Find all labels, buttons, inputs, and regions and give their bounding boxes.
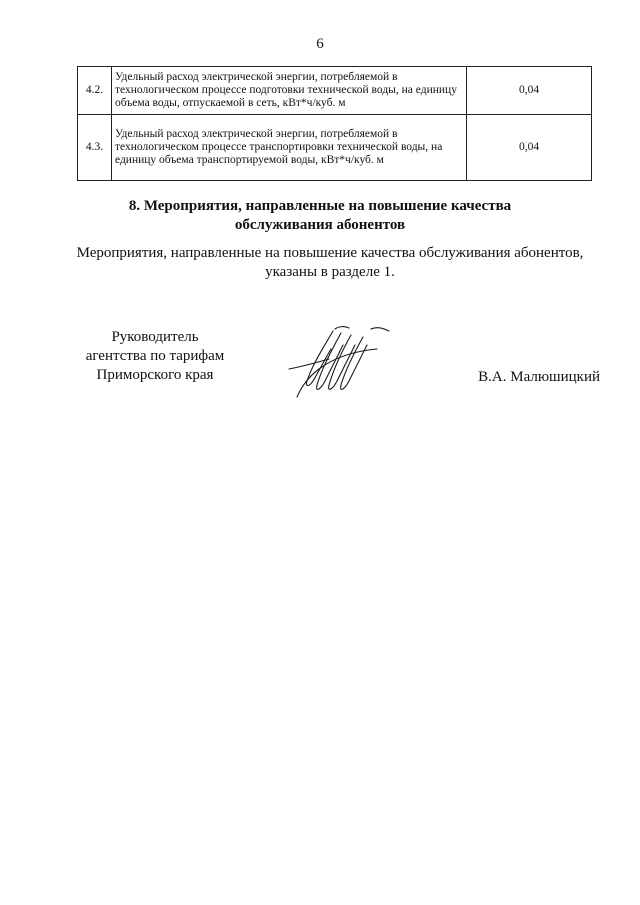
signer-position-line: Руководитель (111, 329, 199, 345)
signer-position (60, 328, 250, 385)
table-row (78, 67, 592, 115)
section-paragraph (60, 244, 600, 282)
row-value: 0,04 (467, 115, 592, 181)
table-row (78, 115, 592, 181)
row-number: 4.3. (78, 115, 112, 181)
section-heading-line: 8. Мероприятия, направленные на повышение качества (128, 198, 512, 214)
section-heading-line: обслуживания абонентов (234, 217, 406, 233)
signer-position-line: Приморского края (96, 367, 214, 383)
page-number: 6 (316, 36, 324, 52)
signer-name: В.А. Малюшицкий (478, 369, 600, 385)
indicators-table (77, 66, 592, 181)
handwritten-signature (285, 323, 395, 398)
row-description: Удельный расход электрической энергии, потребляемой в технологическом процессе транспортировки технической воды, на единицу объема транспортируемой воды, кВт*ч/куб. м (112, 115, 467, 181)
paragraph-line: указаны в разделе 1. (265, 264, 395, 280)
row-description: Удельный расход электрической энергии, потребляемой в технологическом процессе подготовки технической воды, на единицу объема воды, отпускаемой в сеть, кВт*ч/куб. м (112, 67, 467, 115)
section-heading (0, 197, 640, 235)
row-number: 4.2. (78, 67, 112, 115)
signer-position-line: агентства по тарифам (85, 348, 225, 364)
row-value: 0,04 (467, 67, 592, 115)
paragraph-line: Мероприятия, направленные на повышение качества обслуживания абонентов, (76, 245, 584, 261)
